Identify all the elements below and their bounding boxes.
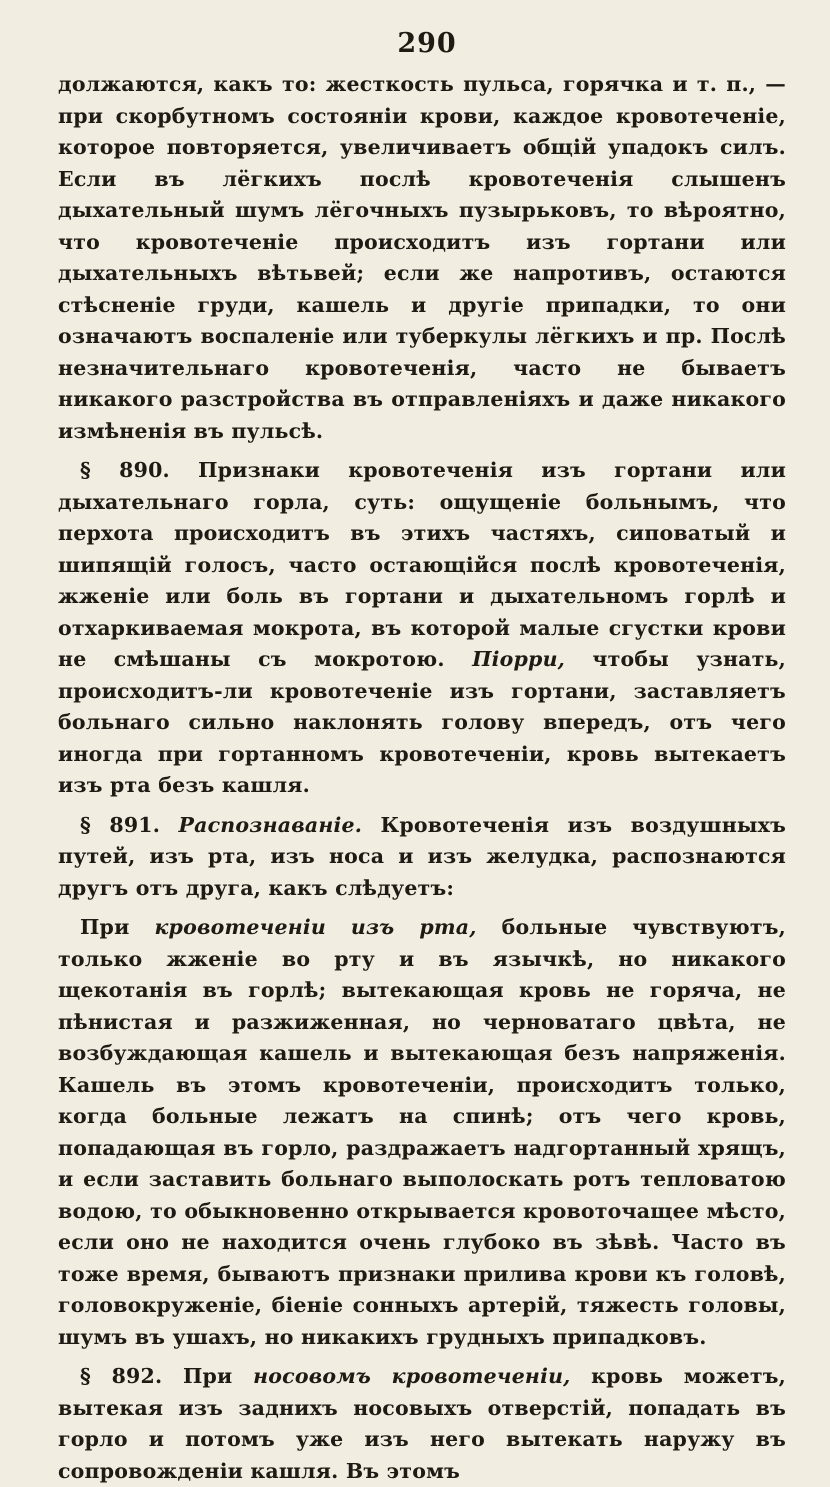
section-number: § 890. <box>80 458 170 482</box>
italic-term: кровотеченіи изъ рта, <box>154 915 477 939</box>
lead-word: При <box>80 915 130 939</box>
page-number: 290 <box>397 28 457 59</box>
paragraph-section-891 <box>58 810 786 905</box>
paragraph-continuation <box>58 69 786 447</box>
paragraph-text: Кровотеченія изъ воздушныхъ путей, изъ рта, изъ носа и изъ желудка, распознаются другъ отъ друга, какъ слѣдуетъ: <box>58 812 786 900</box>
italic-term: носовомъ кровотеченіи, <box>253 1364 571 1388</box>
paragraph-text-2: чтобы узнать, происходитъ-ли кровотеченіе изъ гортани, заставляетъ больнаго сильно наклонять голову впередъ, отъ чего иногда при гортанномъ кровотеченіи, кровь вытекаетъ изъ рта безъ кашля. <box>58 647 786 797</box>
paragraph-section-892 <box>58 1361 786 1487</box>
paragraph-section-890 <box>58 455 786 802</box>
paragraph-text: кровь можетъ, вытекая изъ заднихъ носовыхъ отверстій, попадать въ горло и потомъ уже изъ него вытекать наружу въ сопровожденіи кашля. Въ этомъ <box>58 1364 786 1483</box>
section-number: § 892. <box>80 1364 163 1388</box>
section-title: Распознаваніе. <box>178 812 363 837</box>
section-number: § 891. <box>80 812 161 837</box>
author-name: Піорри, <box>472 647 566 671</box>
paragraph-text: должаются, какъ то: жесткость пульса, горячка и т. п., — при скорбутномъ состояніи крови, каждое кровотеченіе, которое повторяется, увеличиваетъ общій упадокъ силъ. Если въ лёгкихъ послѣ кровотеченія слышенъ дыхательный шумъ лёгочныхъ пузырьковъ, то вѣроятно, что кровотеченіе происходитъ изъ гортани или дыхательныхъ вѣтьвей; если же напротивъ, остаются стѣсненіе груди, кашель и другіе припадки, то они означаютъ воспаленіе или туберкулы лёгкихъ и пр. Послѣ незначительнаго кровотеченія, часто не бываетъ никакого разстройства въ отправленіяхъ и даже никакого измѣненія въ пульсѣ. <box>58 72 786 443</box>
paragraph-text: больные чувствуютъ, только жженіе во рту и въ язычкѣ, но никакого щекотанія въ горлѣ; вытекающая кровь не горяча, не пѣнистая и разжиженная, но черноватаго цвѣта, не возбуждающая кашель и вытекающая безъ напряженія. Кашель въ этомъ кровотеченіи, происходитъ только, когда больные лежатъ на спинѣ; отъ чего кровь, попадающая въ горло, раздражаетъ надгортанный хрящъ, и если заставить больнаго выполоскать ротъ тепловатою водою, то обыкновенно открывается кровоточащее мѣсто, если оно не находится очень глубоко въ зѣвѣ. Часто въ тоже время, бываютъ признаки прилива крови къ головѣ, головокруженіе, біеніе сонныхъ артерій, тяжесть головы, шумъ въ ушахъ, но никакихъ грудныхъ припадковъ. <box>58 915 786 1349</box>
paragraph-mouth-bleeding <box>58 912 786 1353</box>
paragraph-text: Признаки кровотеченія изъ гортани или дыхательнаго горла, суть: ощущеніе больнымъ, что перхота происходитъ въ этихъ частяхъ, сиповатый и шипящій голосъ, часто остающійся послѣ кровотеченія, жженіе или боль въ гортани и дыхательномъ горлѣ и отхаркиваемая мокрота, въ которой малые сгустки крови не смѣшаны съ мокротою. <box>58 458 786 671</box>
lead-word: При <box>182 1364 233 1388</box>
